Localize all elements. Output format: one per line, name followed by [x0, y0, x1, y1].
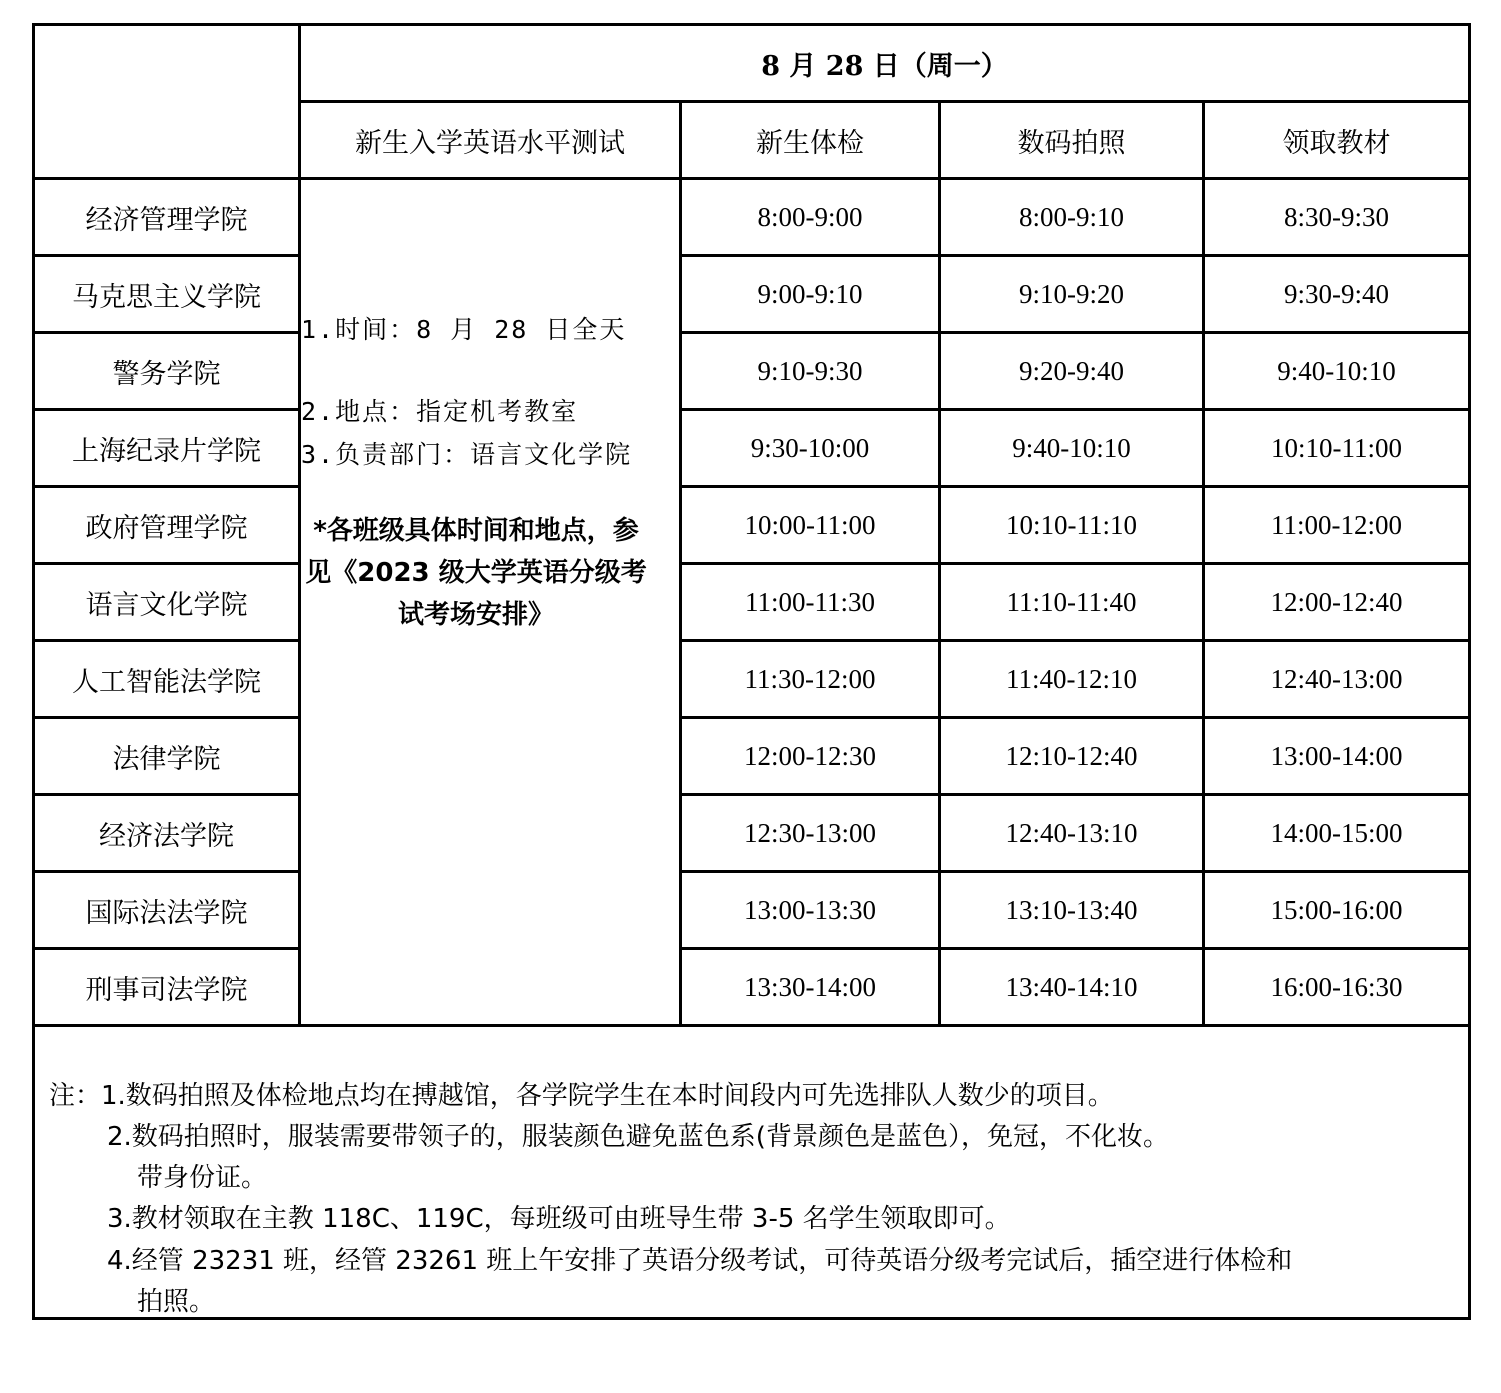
photo-time: 9:40-10:10 [940, 410, 1204, 487]
exam-time: 8:00-9:00 [681, 179, 940, 256]
photo-time: 8:00-9:10 [940, 179, 1204, 256]
college-name: 人工智能法学院 [34, 641, 300, 718]
exam-time: 12:30-13:00 [681, 795, 940, 872]
notes-cell [34, 1026, 1470, 1319]
date-header: 8 月 28 日（周一） [300, 25, 1470, 102]
books-time: 10:10-11:00 [1204, 410, 1470, 487]
note-1: 注：1.数码拍照及体检地点均在搏越馆，各学院学生在本时间段内可先选排队人数少的项目。 [49, 1081, 1114, 1111]
books-time: 8:30-9:30 [1204, 179, 1470, 256]
notes-block [35, 1027, 1468, 1317]
english-test-note: *各班级具体时间和地点，参见《2023 级大学英语分级考试考场安排》 [305, 516, 647, 630]
table-row [34, 641, 1470, 718]
english-test-time: 1.时间：8 月 28 日全天 [301, 315, 627, 344]
note-2: 2.数码拍照时，服装需要带领子的，服装颜色避免蓝色系(背景颜色是蓝色），免冠，不化妆。 [107, 1122, 1169, 1152]
exam-time: 11:30-12:00 [681, 641, 940, 718]
photo-time: 11:40-12:10 [940, 641, 1204, 718]
books-time: 11:00-12:00 [1204, 487, 1470, 564]
exam-time: 11:00-11:30 [681, 564, 940, 641]
column-header-digital-photo: 数码拍照 [940, 102, 1204, 179]
exam-time: 9:10-9:30 [681, 333, 940, 410]
photo-time: 9:10-9:20 [940, 256, 1204, 333]
table-row [34, 872, 1470, 949]
note-3: 3.教材领取在主教 118C、119C，每班级可由班导生带 3-5 名学生领取即可。 [107, 1204, 1011, 1234]
note-4-continued: 拍照。 [137, 1287, 216, 1317]
books-time: 13:00-14:00 [1204, 718, 1470, 795]
exam-time: 10:00-11:00 [681, 487, 940, 564]
exam-time: 13:30-14:00 [681, 949, 940, 1026]
table-row [34, 256, 1470, 333]
exam-time: 9:30-10:00 [681, 410, 940, 487]
photo-time: 11:10-11:40 [940, 564, 1204, 641]
college-name: 警务学院 [34, 333, 300, 410]
exam-time: 13:00-13:30 [681, 872, 940, 949]
books-time: 15:00-16:00 [1204, 872, 1470, 949]
corner-cell [34, 25, 300, 179]
notes-row [34, 1026, 1470, 1319]
photo-time: 9:20-9:40 [940, 333, 1204, 410]
column-header-textbooks: 领取教材 [1204, 102, 1470, 179]
photo-time: 10:10-11:10 [940, 487, 1204, 564]
schedule-table [32, 23, 1471, 1320]
column-header-physical-exam: 新生体检 [681, 102, 940, 179]
table-row [34, 718, 1470, 795]
note-4: 4.经管 23231 班，经管 23261 班上午安排了英语分级考试，可待英语分级考完试后，插空进行体检和 [107, 1246, 1293, 1276]
date-header-row [34, 25, 1470, 102]
english-test-info-box [301, 180, 679, 1024]
books-time: 12:40-13:00 [1204, 641, 1470, 718]
english-test-department: 3.负责部门：语言文化学院 [301, 440, 633, 469]
college-name: 经济管理学院 [34, 179, 300, 256]
table-row [34, 179, 1470, 256]
books-time: 16:00-16:30 [1204, 949, 1470, 1026]
college-name: 刑事司法学院 [34, 949, 300, 1026]
column-header-english-test: 新生入学英语水平测试 [300, 102, 681, 179]
exam-time: 12:00-12:30 [681, 718, 940, 795]
table-row [34, 949, 1470, 1026]
table-row [34, 564, 1470, 641]
table-row [34, 487, 1470, 564]
college-name: 上海纪录片学院 [34, 410, 300, 487]
books-time: 9:40-10:10 [1204, 333, 1470, 410]
college-name: 语言文化学院 [34, 564, 300, 641]
photo-time: 12:10-12:40 [940, 718, 1204, 795]
college-name: 经济法学院 [34, 795, 300, 872]
photo-time: 13:10-13:40 [940, 872, 1204, 949]
table-row [34, 333, 1470, 410]
college-name: 马克思主义学院 [34, 256, 300, 333]
books-time: 12:00-12:40 [1204, 564, 1470, 641]
english-test-info [300, 179, 681, 1026]
books-time: 14:00-15:00 [1204, 795, 1470, 872]
books-time: 9:30-9:40 [1204, 256, 1470, 333]
college-name: 政府管理学院 [34, 487, 300, 564]
college-name: 法律学院 [34, 718, 300, 795]
photo-time: 13:40-14:10 [940, 949, 1204, 1026]
table-row [34, 410, 1470, 487]
english-test-location: 2.地点：指定机考教室 [301, 397, 579, 426]
college-name: 国际法法学院 [34, 872, 300, 949]
exam-time: 9:00-9:10 [681, 256, 940, 333]
table-row [34, 795, 1470, 872]
photo-time: 12:40-13:10 [940, 795, 1204, 872]
note-2-continued: 带身份证。 [137, 1163, 268, 1193]
